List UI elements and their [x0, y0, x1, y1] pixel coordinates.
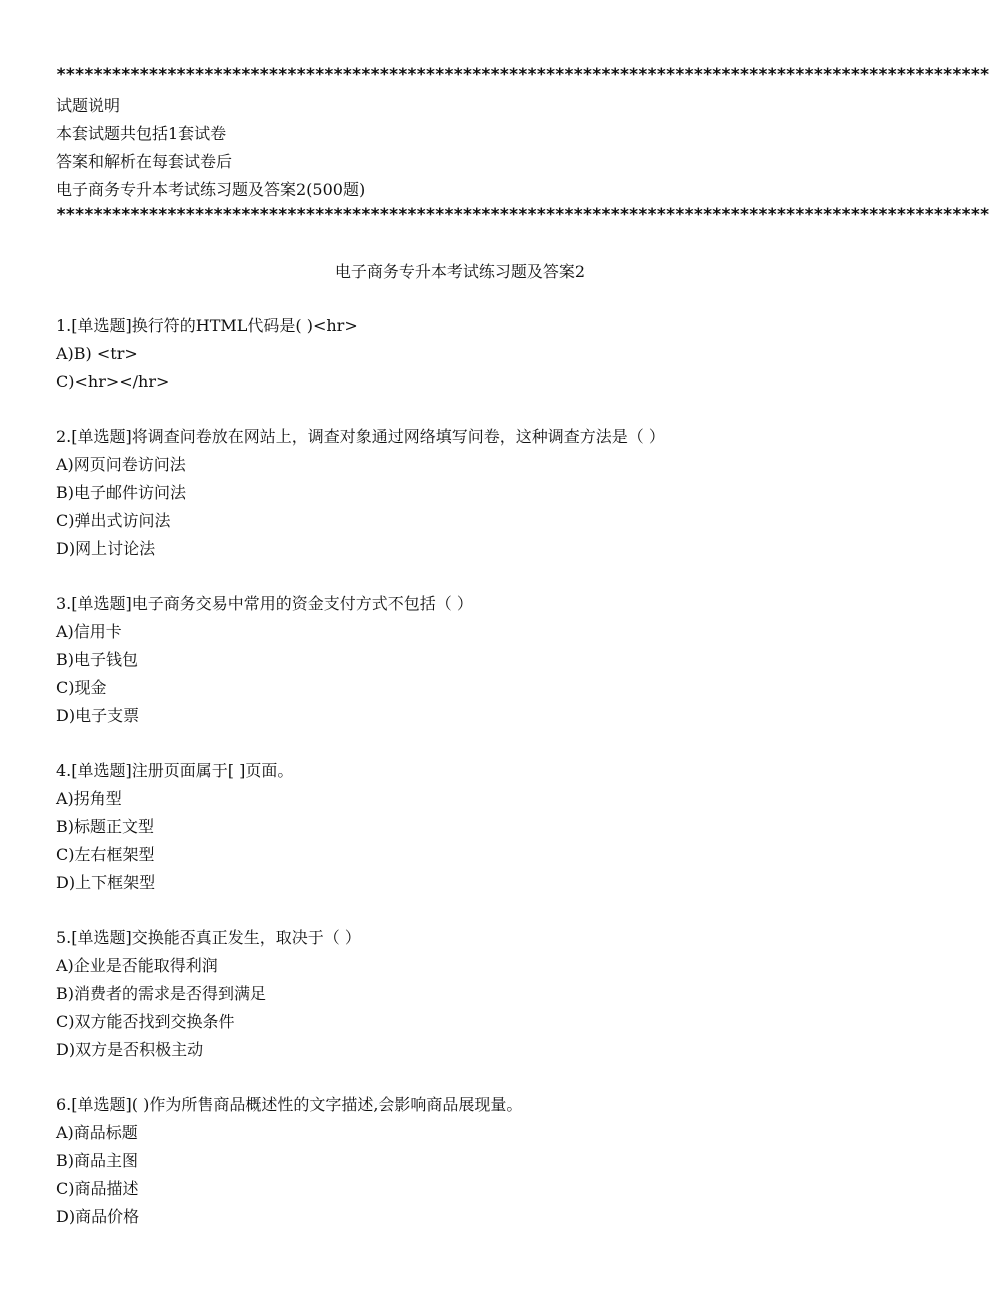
- answer-option: C)双方能否找到交换条件: [56, 1012, 235, 1031]
- answer-option: D)电子支票: [56, 706, 140, 725]
- question-5: [56, 924, 876, 1064]
- test-description-line: 本套试题共包括1套试卷: [56, 124, 227, 143]
- answer-option: D)上下框架型: [56, 873, 156, 892]
- answer-option: A)B) <tr>: [56, 344, 138, 363]
- question-stem: 1.[单选题]换行符的HTML代码是( )<hr>: [56, 316, 358, 335]
- answer-option: A)网页问卷访问法: [56, 455, 186, 474]
- question-stem: 6.[单选题]( )作为所售商品概述性的文字描述,会影响商品展现量。: [56, 1095, 523, 1114]
- answer-option: C)<hr></hr>: [56, 372, 170, 391]
- test-description-line: 答案和解析在每套试卷后: [56, 152, 233, 171]
- answer-option: B)电子邮件访问法: [56, 483, 187, 502]
- question-stem: 2.[单选题]将调查问卷放在网站上，调查对象通过网络填写问卷，这种调查方法是（ ）: [56, 427, 665, 446]
- question-stem: 5.[单选题]交换能否真正发生，取决于（ ）: [56, 928, 361, 947]
- document-title: 电子商务专升本考试练习题及答案2: [334, 262, 586, 281]
- answer-option: C)左右框架型: [56, 845, 155, 864]
- answer-option: A)信用卡: [56, 622, 122, 641]
- question-stem: 3.[单选题]电子商务交易中常用的资金支付方式不包括（ ）: [56, 594, 473, 613]
- question-2: [56, 423, 876, 563]
- answer-option: A)商品标题: [56, 1123, 138, 1142]
- answer-option: C)弹出式访问法: [56, 511, 171, 530]
- answer-option: D)双方是否积极主动: [56, 1040, 204, 1059]
- question-1: [56, 312, 876, 396]
- answer-option: A)企业是否能取得利润: [56, 956, 218, 975]
- question-6: [56, 1091, 876, 1231]
- answer-option: A)拐角型: [56, 789, 122, 808]
- test-description-line: 电子商务专升本考试练习题及答案2(500题): [56, 180, 366, 199]
- answer-option: B)标题正文型: [56, 817, 155, 836]
- answer-option: D)商品价格: [56, 1207, 140, 1226]
- answer-option: C)现金: [56, 678, 107, 697]
- answer-option: C)商品描述: [56, 1179, 139, 1198]
- question-stem: 4.[单选题]注册页面属于[ ]页面。: [56, 761, 294, 780]
- question-3: [56, 590, 876, 730]
- test-description-heading: 试题说明: [56, 96, 121, 115]
- question-4: [56, 757, 876, 897]
- divider-stars-top: *****************************************************************************************************: [56, 65, 989, 85]
- test-description-block: [56, 92, 856, 204]
- answer-option: B)商品主图: [56, 1151, 139, 1170]
- question-list: [56, 312, 876, 1258]
- answer-option: B)电子钱包: [56, 650, 139, 669]
- divider-stars-bottom: *****************************************************************************************************: [56, 205, 989, 225]
- answer-option: D)网上讨论法: [56, 539, 156, 558]
- answer-option: B)消费者的需求是否得到满足: [56, 984, 267, 1003]
